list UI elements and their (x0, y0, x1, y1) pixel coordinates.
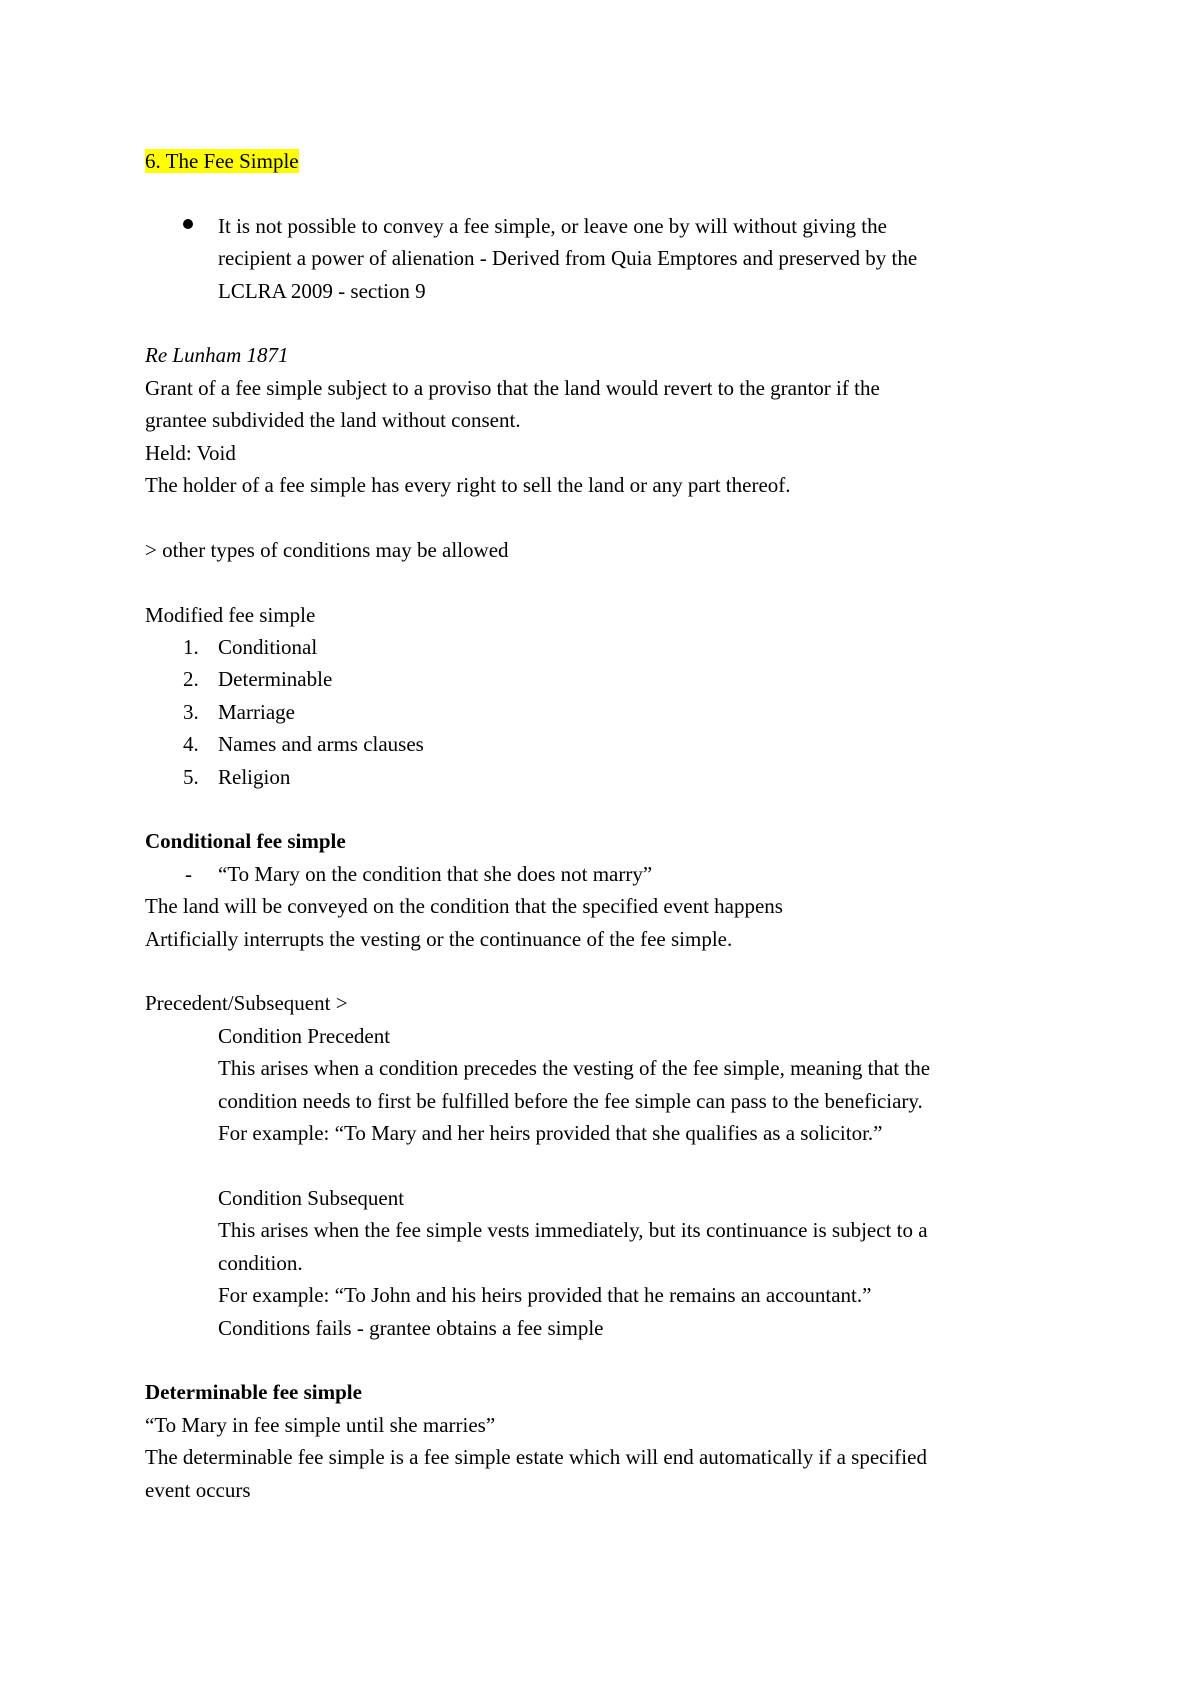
determinable-line: event occurs (145, 1477, 251, 1502)
subsequent-line: For example: “To John and his heirs provided that he remains an accountant.” (218, 1283, 872, 1308)
precedent-line: condition needs to first be fulfilled before the fee simple can pass to the beneficiary. (218, 1088, 923, 1113)
spacer (145, 177, 1065, 209)
list-number: 1. (183, 635, 199, 660)
list-label: Marriage (218, 699, 295, 724)
list-number: 2. (183, 667, 199, 692)
determinable-line: “To Mary in fee simple until she marries” (145, 1412, 496, 1437)
spacer (145, 793, 1065, 825)
document-page (145, 145, 1065, 1506)
spacer (145, 955, 1065, 987)
precedent-line: For example: “To Mary and her heirs provided that she qualifies as a solicitor.” (218, 1121, 883, 1146)
subsequent-line: Conditions fails - grantee obtains a fee simple (218, 1315, 604, 1340)
conditional-quote: “To Mary on the condition that she does not marry” (218, 861, 653, 886)
list-label: Names and arms clauses (218, 732, 424, 757)
case-line: The holder of a fee simple has every right to sell the land or any part thereof. (145, 473, 791, 498)
list-item (145, 728, 1065, 760)
list-item (145, 663, 1065, 695)
bullet-item (145, 210, 1065, 307)
precedent-line: Condition Precedent (218, 1023, 391, 1048)
determinable-line: The determinable fee simple is a fee simple estate which will end automatically if a specified (145, 1445, 927, 1470)
precedent-subsequent-heading: Precedent/Subsequent > (145, 991, 348, 1016)
dash-item (145, 858, 1065, 890)
spacer (145, 307, 1065, 339)
determinable-heading: Determinable fee simple (145, 1380, 362, 1405)
modified-list (145, 631, 1065, 793)
subsequent-line: condition. (218, 1250, 303, 1275)
bullet-line: recipient a power of alienation - Derived from Quia Emptores and preserved by the (218, 246, 918, 271)
list-number: 5. (183, 764, 199, 789)
list-item (145, 631, 1065, 663)
list-label: Conditional (218, 635, 318, 660)
case-line: Grant of a fee simple subject to a proviso that the land would revert to the grantor if the (145, 375, 880, 400)
bullet-line: It is not possible to convey a fee simple, or leave one by will without giving the (218, 213, 887, 238)
page-title: 6. The Fee Simple (145, 149, 299, 173)
dash-marker: - (185, 861, 192, 886)
precedent-block (145, 1020, 1065, 1344)
conditional-line: The land will be conveyed on the condition that the specified event happens (145, 894, 783, 919)
case-line: grantee subdivided the land without consent. (145, 408, 521, 433)
list-label: Religion (218, 764, 291, 789)
subsequent-line: This arises when the fee simple vests immediately, but its continuance is subject to a (218, 1218, 928, 1243)
precedent-line: This arises when a condition precedes the vesting of the fee simple, meaning that the (218, 1056, 931, 1081)
list-number: 4. (183, 732, 199, 757)
modified-heading: Modified fee simple (145, 602, 316, 627)
list-number: 3. (183, 699, 199, 724)
case-name: Re Lunham 1871 (145, 343, 289, 368)
list-item (145, 761, 1065, 793)
bullet-icon (183, 219, 193, 229)
bullet-line: LCLRA 2009 - section 9 (218, 278, 426, 303)
spacer (145, 566, 1065, 598)
conditional-line: Artificially interrupts the vesting or the continuance of the fee simple. (145, 926, 733, 951)
conditional-heading: Conditional fee simple (145, 829, 346, 854)
list-item (145, 696, 1065, 728)
spacer (218, 1150, 1065, 1182)
other-conditions-note: > other types of conditions may be allowed (145, 537, 509, 562)
spacer (145, 1344, 1065, 1376)
case-held: Held: Void (145, 440, 236, 465)
spacer (145, 501, 1065, 533)
list-label: Determinable (218, 667, 333, 692)
subsequent-line: Condition Subsequent (218, 1185, 405, 1210)
